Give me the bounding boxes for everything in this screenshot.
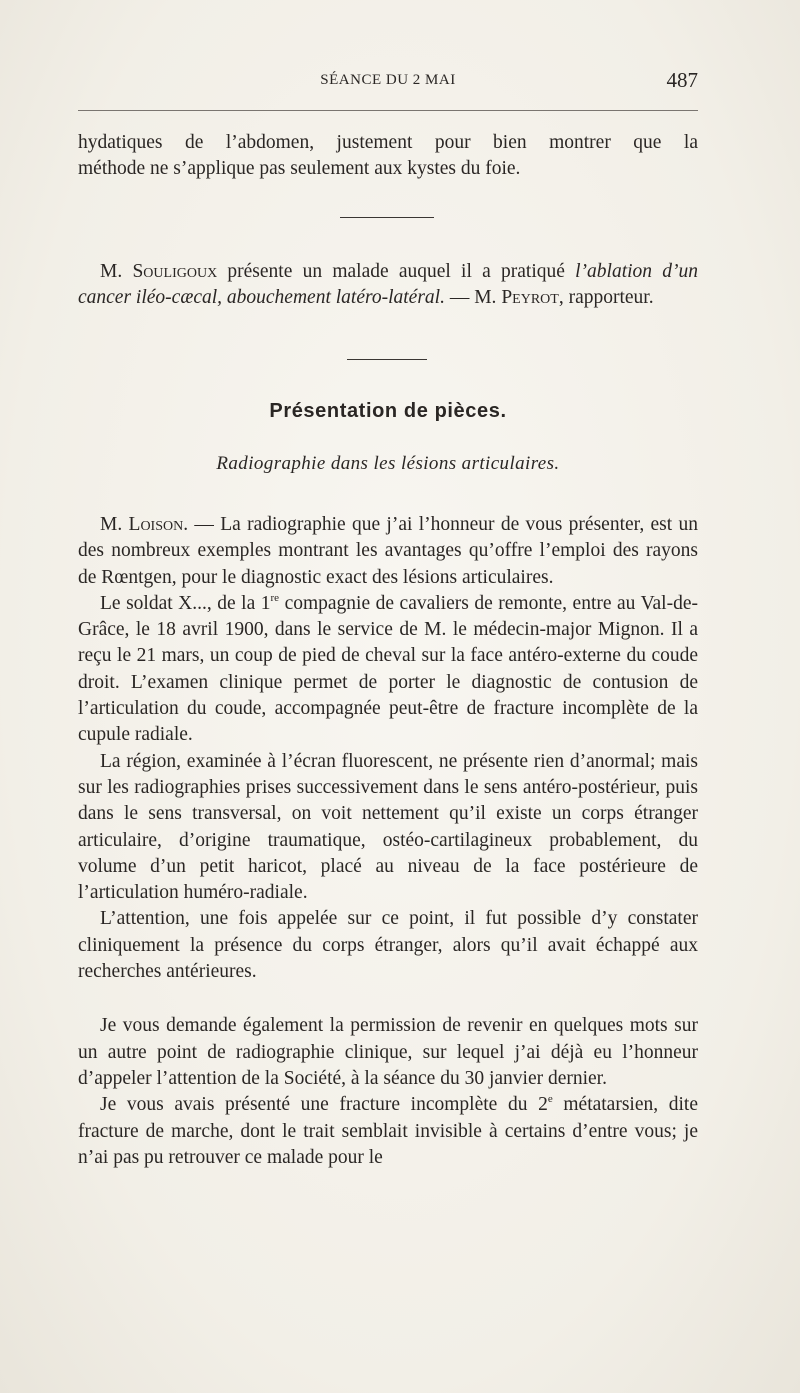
running-head: SÉANCE DU 2 MAI xyxy=(320,72,456,88)
section-subtitle: Radiographie dans les lésions articulaires. xyxy=(216,453,560,474)
section-divider-2 xyxy=(347,359,427,360)
rapporteur-peyrot: Peyrot xyxy=(501,287,559,309)
souligoux-paragraph: M. Souligoux présente un malade auquel il a pratiqué l’ablation d’un cancer iléo-cæcal, abouchement latéro-latéral. — M. Peyrot, rapporteur. xyxy=(78,261,699,309)
loison-communication xyxy=(78,512,698,1171)
loison-paragraph-4: L’attention, une fois appelée sur ce point, il fut possible d’y constater cliniquement la présence du corps étranger, alors qu’il avait échappé aux recherches antérieures. xyxy=(78,908,698,983)
header-rule xyxy=(78,110,698,111)
souligoux-operation-title: l’ablation d’un cancer iléo-cæcal, abouchement latéro-latéral. xyxy=(78,261,699,309)
continuation-paragraph xyxy=(78,130,698,183)
section-divider-1 xyxy=(340,217,434,218)
author-loison: Loison xyxy=(128,514,184,535)
continuation-line-1: hydatiques de l’abdomen, justement pour bien montrer que la xyxy=(78,132,698,153)
section-title: Présentation de pièces. xyxy=(269,400,507,422)
author-souligoux: Souligoux xyxy=(132,261,218,282)
continuation-line-2: méthode ne s’applique pas seulement aux kystes du foie. xyxy=(78,158,521,180)
loison-paragraph-6: Je vous avais présenté une fracture incomplète du 2e métatarsien, dite fracture de marche, dont le trait semblait invisible à certains d’entre vous; je n’ai pas pu retrouver ce malade pour le xyxy=(78,1093,698,1168)
loison-paragraph-2: Le soldat X..., de la 1re compagnie de cavaliers de remonte, entre au Val-de-Grâce, le 18 avril 1900, dans le service de M. le médecin-major Mignon. Il a reçu le 21 mars, un coup de pied de cheval sur la face antéro-externe du coude droit. L’examen clinique permet de porter le diagnostic de contusion de l’articulation du coude, accompagnée peut-être de fracture incomplète de la cupule radiale. xyxy=(78,591,698,746)
page-number: 487 xyxy=(666,68,698,92)
souligoux-m: M. xyxy=(100,261,123,282)
loison-paragraph-5: Je vous demande également la permission de revenir en quelques mots sur un autre point de radiographie clinique, sur lequel j’ai déjà eu l’honneur d’appeler l’attention de la Société, à la séance du 30 janvier dernier. xyxy=(78,1015,698,1089)
loison-paragraph-3: La région, examinée à l’écran fluorescent, ne présente rien d’anormal; mais sur les radiographies prises successivement dans le sens antéro-postérieur, puis dans le sens transversal, on voit nettement qu’il existe un corps étranger articulaire, d’origine traumatique, ostéo-cartilagineux probablement, du volume d’un petit haricot, placé au niveau de la face postérieure de l’articulation huméro-radiale. xyxy=(78,750,698,904)
page-header xyxy=(78,68,698,98)
loison-paragraph-1: M. Loison. — La radiographie que j’ai l’honneur de vous présenter, est un des nombreux exemples montrant les avantages qu’offre l’emploi des rayons de Rœntgen, pour le diagnostic exact des lésions articulaires. xyxy=(78,514,699,588)
